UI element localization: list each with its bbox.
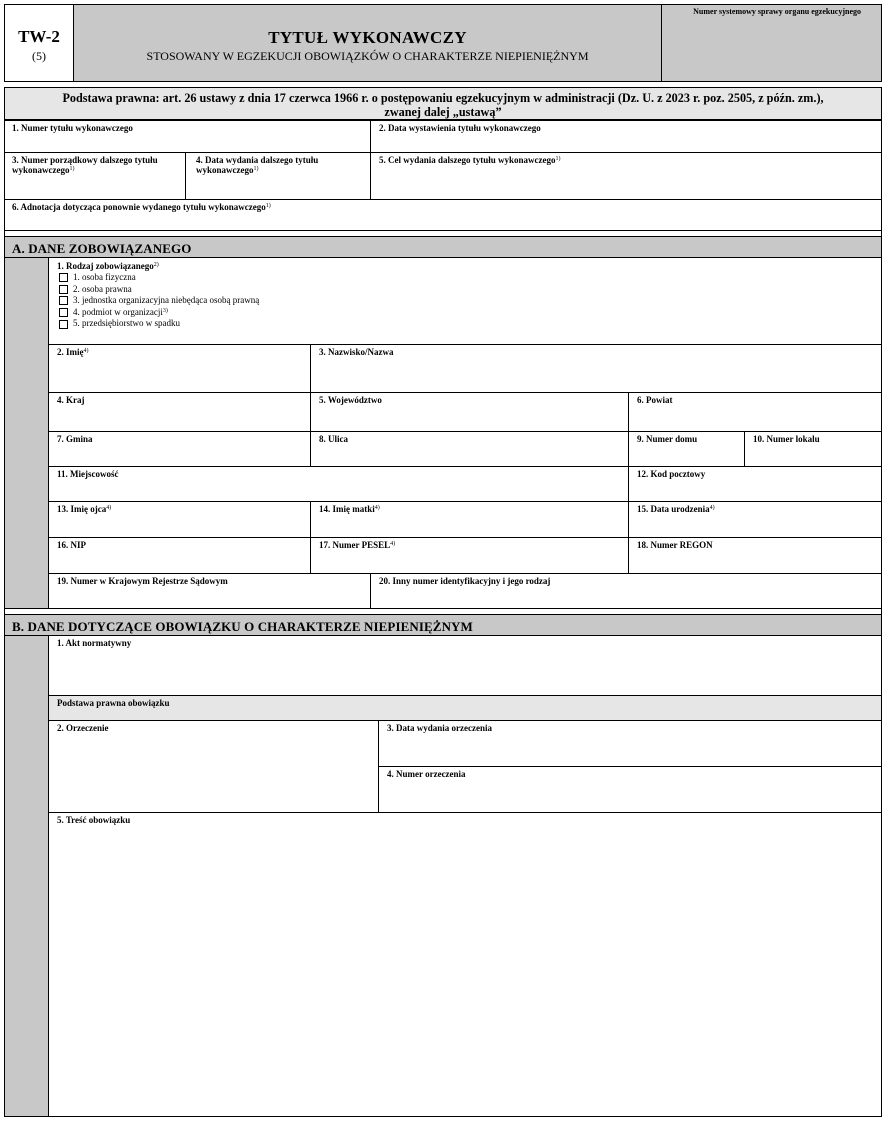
field-reissue-annotation-label: 6. Adnotacja dotycząca ponownie wydanego tytułu wykonawczego$^{1)}$ (12, 202, 271, 212)
form-code: TW-2 (18, 27, 60, 46)
case-number-box[interactable] (661, 4, 882, 82)
field-further-number-label: 3. Numer porządkowy dalszego tytułu wykonawczego$^{1)}$ (12, 155, 158, 175)
option-natural-person[interactable]: 1. osoba fizyczna (59, 272, 881, 284)
section-a-header (4, 236, 882, 258)
field-decision-number[interactable] (378, 766, 882, 813)
field-regon[interactable] (628, 537, 882, 574)
field-voivodeship[interactable] (310, 392, 629, 432)
field-obligor-type (48, 257, 882, 345)
section-b-margin (4, 635, 49, 1117)
checkbox-natural-person[interactable] (59, 273, 68, 282)
field-krs[interactable] (48, 573, 371, 609)
field-obligation-content-label: 5. Treść obowiązku (57, 815, 131, 825)
field-postal-code[interactable] (628, 466, 882, 502)
field-nip-label: 16. NIP (57, 540, 86, 550)
option-entity-in-organization[interactable]: 4. podmiot w organizacji $^{3)}$ (59, 307, 881, 319)
field-reissue-annotation[interactable] (4, 199, 882, 231)
checkbox-organizational-unit[interactable] (59, 296, 68, 305)
field-county[interactable] (628, 392, 882, 432)
checkbox-entity-in-organization[interactable] (59, 308, 68, 317)
field-obligation-content[interactable] (48, 812, 882, 1117)
checkbox-enterprise-in-estate[interactable] (59, 320, 68, 329)
section-b-title: B. DANE DOTYCZĄCE OBOWIĄZKU O CHARAKTERZE NIEPIENIĘŻNYM (12, 619, 473, 634)
field-locality-label: 11. Miejscowość (57, 469, 119, 479)
field-first-name[interactable] (48, 344, 311, 393)
form-version: (5) (32, 49, 46, 63)
field-further-purpose-label: 5. Cel wydania dalszego tytułu wykonawczego$^{1)}$ (379, 155, 561, 165)
form-code-box (4, 4, 74, 82)
field-country[interactable] (48, 392, 311, 432)
option-enterprise-in-estate[interactable]: 5. przedsiębiorstwo w spadku (59, 318, 881, 330)
field-apartment-number-label: 10. Numer lokalu (753, 434, 820, 444)
field-county-label: 6. Powiat (637, 395, 673, 405)
field-decision-label: 2. Orzeczenie (57, 723, 109, 733)
field-decision[interactable] (48, 720, 379, 813)
legal-basis-line1: Podstawa prawna: art. 26 ustawy z dnia 17 czerwca 1966 r. o postępowaniu egzekucyjnym w administracji (Dz. U. z 2023 r. poz. 2505, z późn. zm.), (62, 91, 824, 105)
field-pesel[interactable] (310, 537, 629, 574)
obligation-legal-basis-header (48, 695, 882, 721)
field-nip[interactable] (48, 537, 311, 574)
field-house-number-label: 9. Numer domu (637, 434, 698, 444)
field-first-name-label: 2. Imię$^{4)}$ (57, 347, 89, 357)
field-father-name[interactable] (48, 501, 311, 538)
section-a-margin (4, 257, 49, 609)
form-subtitle: STOSOWANY W EGZEKUCJI OBOWIĄZKÓW O CHARAKTERZE NIEPIENIĘŻNYM (146, 49, 589, 63)
section-b-header (4, 614, 882, 636)
field-birth-date-label: 15. Data urodzenia$^{4)}$ (637, 504, 715, 514)
legal-basis (4, 87, 882, 120)
field-decision-date[interactable] (378, 720, 882, 767)
field-decision-number-label: 4. Numer orzeczenia (387, 769, 466, 779)
option-legal-person[interactable]: 2. osoba prawna (59, 284, 881, 296)
field-house-number[interactable] (628, 431, 745, 467)
legal-basis-line2: zwanej dalej „ustawą” (384, 105, 502, 119)
field-apartment-number[interactable] (744, 431, 882, 467)
obligor-type-label: 1. Rodzaj zobowiązanego$^{2)}$ (57, 261, 159, 271)
checkbox-legal-person[interactable] (59, 285, 68, 294)
field-mother-name-label: 14. Imię matki$^{4)}$ (319, 504, 380, 514)
field-commune[interactable] (48, 431, 311, 467)
title-box (73, 4, 662, 82)
field-birth-date[interactable] (628, 501, 882, 538)
field-title-number-label: 1. Numer tytułu wykonawczego (12, 123, 133, 133)
field-other-id[interactable] (370, 573, 882, 609)
field-issue-date[interactable] (370, 120, 882, 153)
field-locality[interactable] (48, 466, 629, 502)
obligor-type-options (49, 271, 881, 330)
field-mother-name[interactable] (310, 501, 629, 538)
field-further-date[interactable] (185, 152, 371, 200)
field-last-name[interactable] (310, 344, 882, 393)
field-decision-date-label: 3. Data wydania orzeczenia (387, 723, 492, 733)
field-normative-act-label: 1. Akt normatywny (57, 638, 132, 648)
field-father-name-label: 13. Imię ojca$^{4)}$ (57, 504, 112, 514)
form-title: TYTUŁ WYKONAWCZY (268, 28, 467, 47)
field-street-label: 8. Ulica (319, 434, 348, 444)
field-krs-label: 19. Numer w Krajowym Rejestrze Sądowym (57, 576, 228, 586)
field-pesel-label: 17. Numer PESEL$^{4)}$ (319, 540, 396, 550)
section-a-title: A. DANE ZOBOWIĄZANEGO (12, 241, 192, 256)
field-postal-code-label: 12. Kod pocztowy (637, 469, 706, 479)
field-further-purpose[interactable] (370, 152, 882, 200)
field-normative-act[interactable] (48, 635, 882, 696)
obligation-legal-basis-label: Podstawa prawna obowiązku (57, 698, 170, 708)
field-street[interactable] (310, 431, 629, 467)
field-commune-label: 7. Gmina (57, 434, 93, 444)
field-voivodeship-label: 5. Województwo (319, 395, 382, 405)
option-organizational-unit[interactable]: 3. jednostka organizacyjna niebędąca osobą prawną (59, 295, 881, 307)
field-regon-label: 18. Numer REGON (637, 540, 713, 550)
case-number-label: Numer systemowy sprawy organu egzekucyjnego (693, 7, 861, 16)
field-further-number[interactable] (4, 152, 186, 200)
field-country-label: 4. Kraj (57, 395, 85, 405)
field-issue-date-label: 2. Data wystawienia tytułu wykonawczego (379, 123, 541, 133)
field-further-date-label: 4. Data wydania dalszego tytułu wykonawczego$^{1)}$ (196, 155, 319, 175)
field-title-number[interactable] (4, 120, 371, 153)
field-other-id-label: 20. Inny numer identyfikacyjny i jego rodzaj (379, 576, 551, 586)
field-last-name-label: 3. Nazwisko/Nazwa (319, 347, 394, 357)
